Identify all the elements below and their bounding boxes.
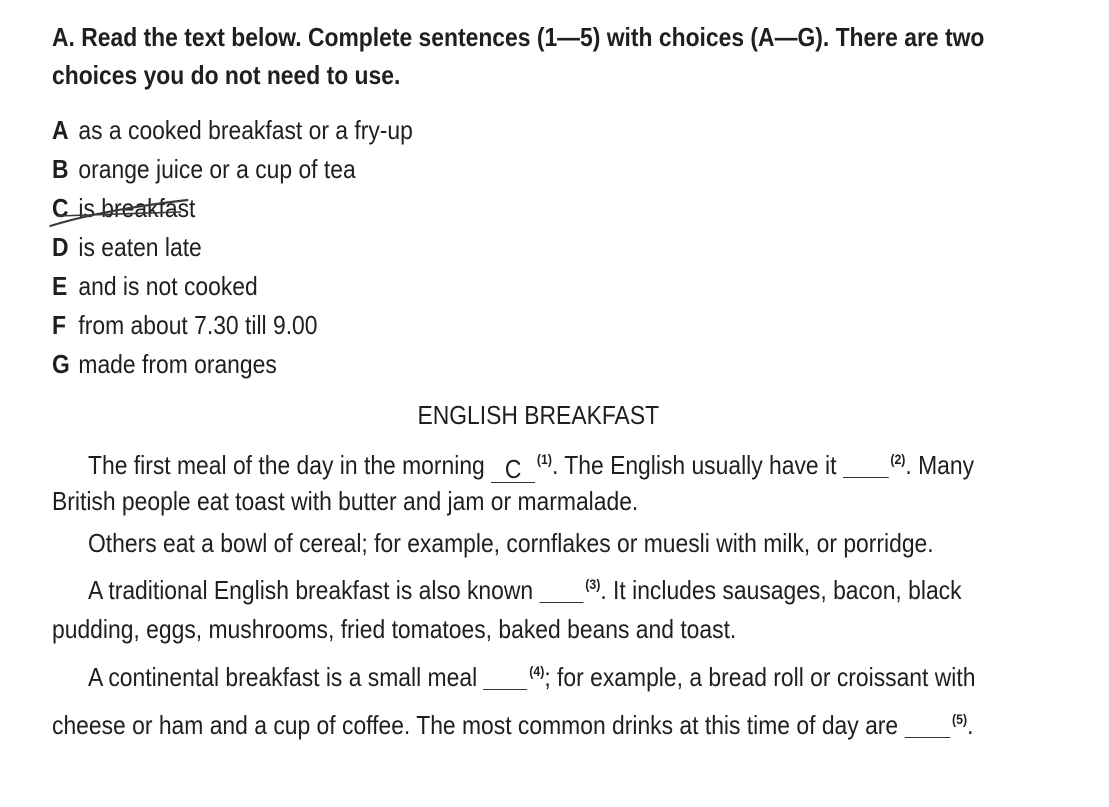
passage-line: A continental breakfast is a small meal $^{(4)}$; for example, a bread roll or croissant with bbox=[88, 662, 976, 692]
choice-d bbox=[52, 229, 413, 268]
passage-line: British people eat toast with butter and jam or marmalade. bbox=[52, 486, 639, 516]
instructions bbox=[52, 18, 985, 94]
blank-number: (4) bbox=[529, 663, 545, 679]
answer-blank-1[interactable]: C bbox=[491, 456, 535, 483]
choice-text: is breakfast bbox=[78, 193, 196, 223]
passage-line: A traditional English breakfast is also known $^{(3)}$. It includes sausages, bacon, black bbox=[88, 575, 962, 605]
choice-c bbox=[52, 190, 413, 229]
choice-text: orange juice or a cup of tea bbox=[78, 154, 356, 184]
passage-line: cheese or ham and a cup of coffee. The most common drinks at this time of day are $^{(5)}$. bbox=[52, 710, 974, 740]
answer-blank-4[interactable] bbox=[484, 689, 528, 690]
choice-text: from about 7.30 till 9.00 bbox=[78, 310, 318, 340]
instruction-line-1: A. Read the text below. Complete sentences (1—5) with choices (A—G). There are two bbox=[52, 22, 985, 52]
blank-number: (5) bbox=[952, 711, 968, 727]
passage-title: ENGLISH BREAKFAST bbox=[417, 400, 659, 430]
passage-line: pudding, eggs, mushrooms, fried tomatoes, baked beans and toast. bbox=[52, 614, 737, 644]
passage-line: The first meal of the day in the morning C $^{(1)}$. The English usually have it $^{(2)}$. Many bbox=[88, 450, 975, 484]
choice-letter: B bbox=[52, 154, 69, 184]
answer-blank-5[interactable] bbox=[905, 737, 951, 738]
choice-a bbox=[52, 112, 413, 151]
choice-f bbox=[52, 307, 413, 346]
blank-number: (3) bbox=[585, 576, 601, 592]
answer-blank-3[interactable] bbox=[540, 602, 584, 603]
choice-text: as a cooked breakfast or a fry-up bbox=[78, 115, 413, 145]
choice-b bbox=[52, 151, 413, 190]
choice-letter: C bbox=[52, 193, 69, 223]
choice-letter: D bbox=[52, 232, 69, 262]
blank-number: (1) bbox=[536, 451, 552, 467]
choice-letter: G bbox=[52, 349, 70, 379]
choice-list bbox=[52, 112, 462, 385]
passage-line: Others eat a bowl of cereal; for example, cornflakes or muesli with milk, or porridge. bbox=[88, 528, 934, 558]
choice-text: and is not cooked bbox=[78, 271, 258, 301]
choice-text: is eaten late bbox=[78, 232, 202, 262]
instruction-line-2: choices you do not need to use. bbox=[52, 60, 401, 90]
choice-letter: E bbox=[52, 271, 68, 301]
choice-letter: A bbox=[52, 115, 69, 145]
choice-text: made from oranges bbox=[78, 349, 277, 379]
choice-letter: F bbox=[52, 310, 66, 340]
choice-g bbox=[52, 346, 413, 385]
handwritten-strikethrough bbox=[48, 200, 189, 228]
blank-number: (2) bbox=[890, 451, 906, 467]
answer-blank-2[interactable] bbox=[843, 477, 889, 478]
choice-e bbox=[52, 268, 413, 307]
